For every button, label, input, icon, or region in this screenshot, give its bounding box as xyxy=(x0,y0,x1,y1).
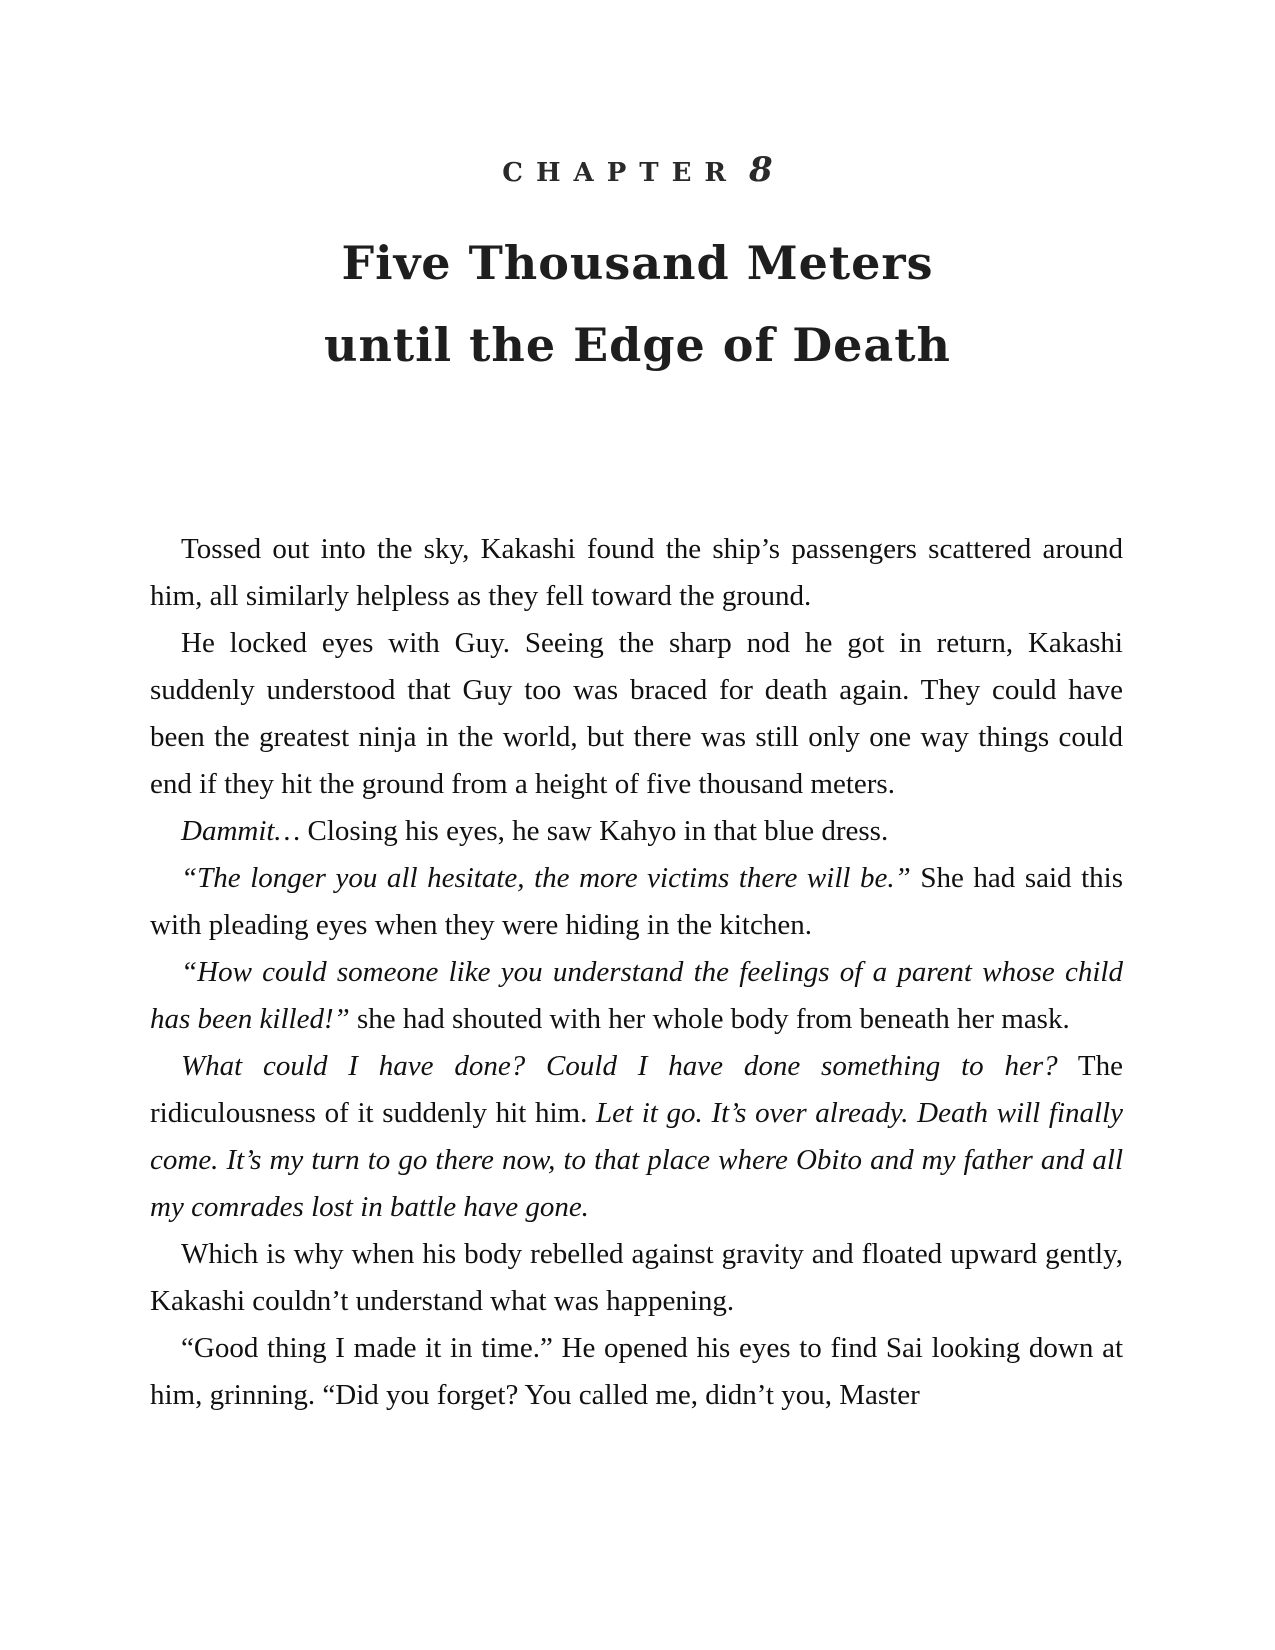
paragraph xyxy=(150,855,1123,949)
paragraph xyxy=(150,949,1123,1043)
paragraph xyxy=(150,620,1123,808)
paragraph xyxy=(150,526,1123,620)
italic-text: “The longer you all hesitate, the more victims there will be.” xyxy=(181,862,911,894)
text-segment: She had said this with pleading eyes when they were hiding in the kitchen. xyxy=(150,862,1123,941)
chapter-number: 8 xyxy=(749,150,773,190)
italic-text: What could I have done? Could I have done something to her? xyxy=(181,1050,1058,1082)
text-segment: He locked eyes with Guy. Seeing the sharp nod he got in return, Kakashi suddenly understood that Guy too was braced for death again. They could have been the greatest ninja in the world, but there was still only one way things could end if they hit the ground from a height of five thousand meters. xyxy=(150,627,1123,800)
paragraph xyxy=(150,1231,1123,1325)
paragraph xyxy=(150,1043,1123,1231)
chapter-word: CHAPTER xyxy=(502,158,740,188)
chapter-title-line-1: Five Thousand Meters xyxy=(341,236,934,290)
text-segment: she had shouted with her whole body from beneath her mask. xyxy=(349,1003,1070,1035)
paragraph xyxy=(150,808,1123,855)
text-segment: “Good thing I made it in time.” He opened his eyes to find Sai looking down at him, grinning. “Did you forget? You called me, didn’t you, Master xyxy=(150,1332,1123,1411)
text-segment: Closing his eyes, he saw Kahyo in that blue dress. xyxy=(300,815,889,847)
text-segment: The ridiculousness of it suddenly hit him. xyxy=(150,1050,1124,1129)
chapter-title xyxy=(0,222,1275,386)
italic-text: Let it go. It’s over already. Death will finally come. It’s my turn to go there now, to that place where Obito and my father and all my comrades lost in battle have gone. xyxy=(150,1097,1123,1223)
chapter-label xyxy=(0,150,1275,190)
body-text xyxy=(150,526,1123,1419)
italic-text: Dammit… xyxy=(181,815,301,847)
paragraph xyxy=(150,1325,1123,1419)
text-segment: Tossed out into the sky, Kakashi found the ship’s passengers scattered around him, all similarly helpless as they fell toward the ground. xyxy=(150,533,1123,612)
italic-text: “How could someone like you understand the feelings of a parent whose child has been killed!” xyxy=(150,956,1123,1035)
chapter-title-line-2: until the Edge of Death xyxy=(324,318,951,372)
text-segment: Which is why when his body rebelled against gravity and floated upward gently, Kakashi couldn’t understand what was happening. xyxy=(150,1238,1123,1317)
